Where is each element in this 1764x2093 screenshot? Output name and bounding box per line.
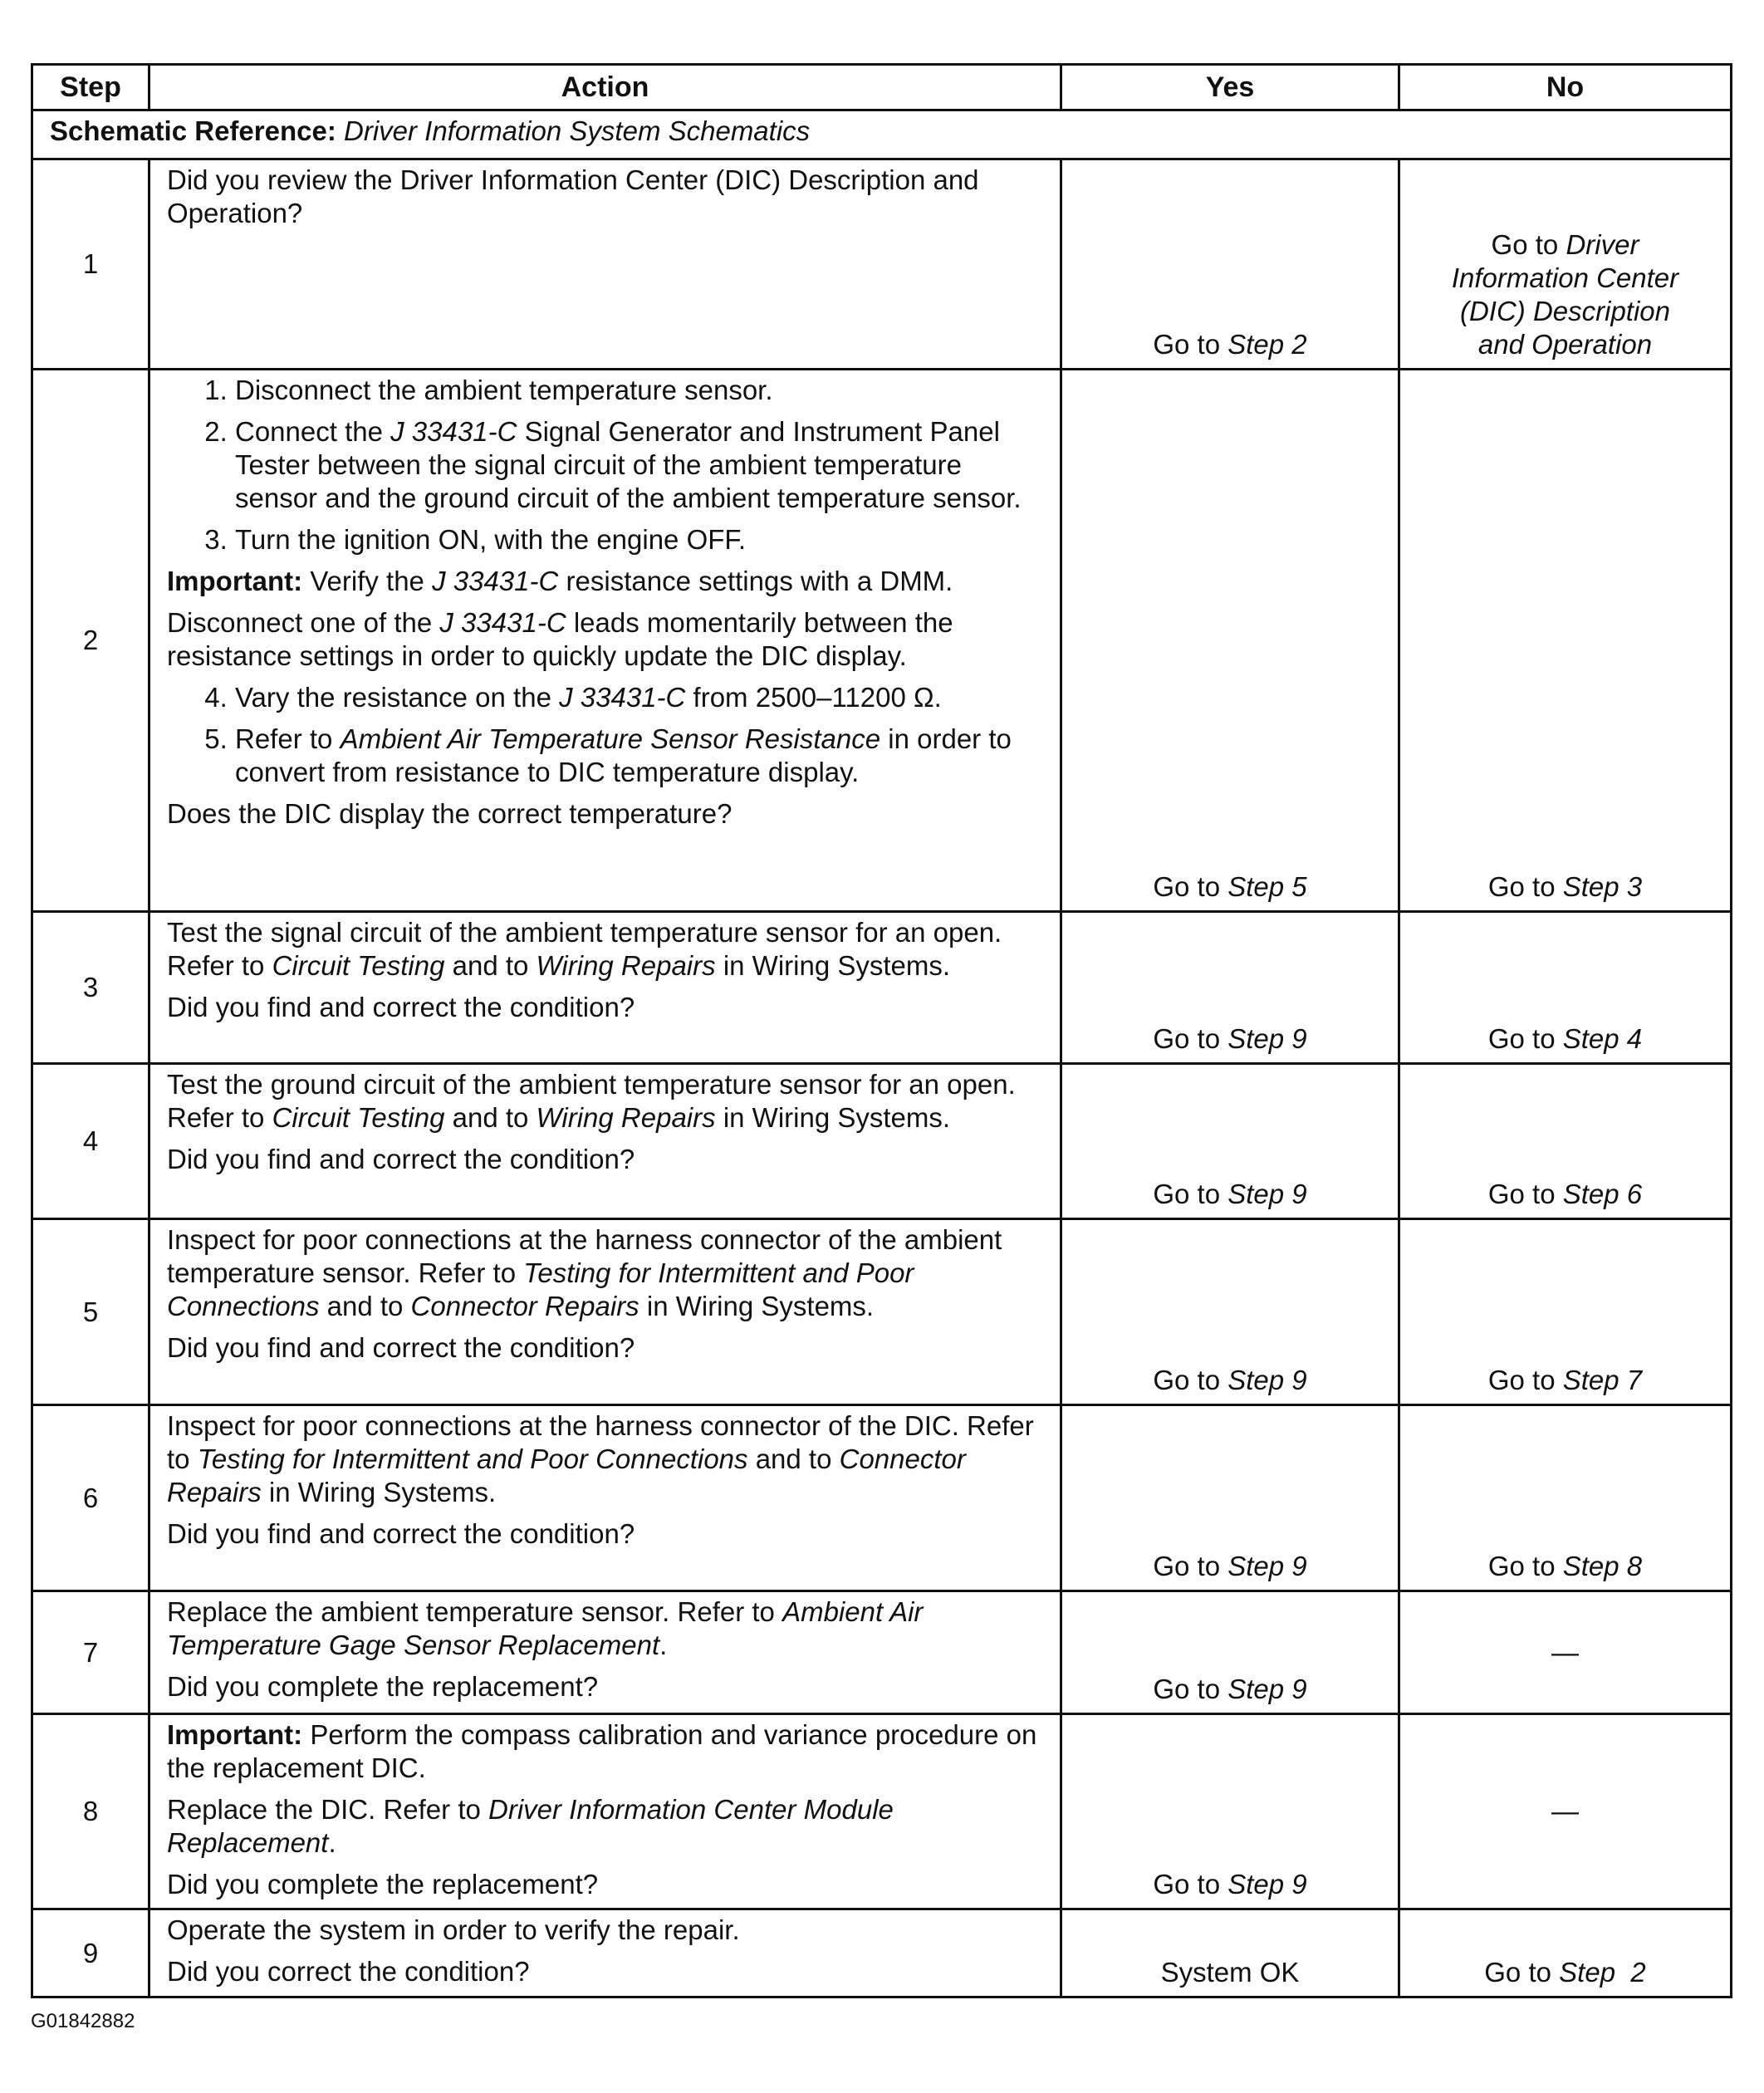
- list-item: 2. Connect the J 33431-C Signal Generator and Instrument Panel Tester between the signal circuit of the ambient temperature sensor and the ground circuit of the ambient temperature sensor.: [235, 415, 1043, 515]
- yes-cell: Go to Step 9: [1061, 1714, 1399, 1909]
- reference-link[interactable]: Circuit Testing: [272, 950, 445, 981]
- step-link[interactable]: Step 5: [1227, 871, 1307, 902]
- action-cell: [149, 1714, 1061, 1909]
- step-link[interactable]: Step 7: [1562, 1365, 1643, 1395]
- reference-link[interactable]: Connector Repairs: [410, 1291, 639, 1321]
- question-text: Did you complete the replacement?: [167, 1671, 599, 1702]
- no-cell: —: [1399, 1591, 1732, 1714]
- action-cell: [149, 159, 1061, 370]
- question-text: Did you find and correct the condition?: [167, 992, 635, 1022]
- step-number: 5: [32, 1219, 149, 1405]
- header-no: No: [1399, 65, 1732, 110]
- step-link[interactable]: Step 9: [1227, 1365, 1307, 1395]
- yes-cell: Go to Step 9: [1061, 1219, 1399, 1405]
- action-cell: [149, 1909, 1061, 1997]
- step-link[interactable]: Step 9: [1227, 1551, 1307, 1581]
- no-cell: Go to Step 6: [1399, 1064, 1732, 1219]
- table-row: [32, 1591, 1732, 1714]
- list-item: 4. Vary the resistance on the J 33431-C from 2500–11200 Ω.: [235, 681, 1043, 714]
- no-cell: Go to Driver Information Center (DIC) Description and Operation: [1399, 159, 1732, 370]
- reference-link[interactable]: Connector Repairs: [167, 1444, 966, 1507]
- reference-link[interactable]: Driver Information Center Module Replacement: [167, 1794, 894, 1858]
- table-row: [32, 1714, 1732, 1909]
- action-text: Did you review the Driver Information Center (DIC) Description and Operation?: [167, 164, 979, 228]
- header-step: Step: [32, 65, 149, 110]
- yes-cell: Go to Step 2: [1061, 159, 1399, 370]
- important-note: Important: Perform the compass calibration and variance procedure on the replacement DIC.: [167, 1719, 1037, 1783]
- header-yes: Yes: [1061, 65, 1399, 110]
- schematic-reference: [32, 110, 1732, 159]
- no-cell: Go to Step 3: [1399, 370, 1732, 912]
- step-link[interactable]: Step 9: [1227, 1869, 1307, 1899]
- yes-cell: Go to Step 5: [1061, 370, 1399, 912]
- table-row: [32, 370, 1732, 912]
- action-text: Inspect for poor connections at the harness connector of the ambient temperature sensor. Refer to Testing for Intermittent and Poor Connections and to Connector Repairs in Wiring Systems.: [167, 1224, 1002, 1321]
- table-row: [32, 1064, 1732, 1219]
- step-link[interactable]: Step 9: [1227, 1023, 1307, 1054]
- reference-link[interactable]: Circuit Testing: [272, 1102, 445, 1133]
- question-text: Did you find and correct the condition?: [167, 1332, 635, 1363]
- step-link[interactable]: Step 4: [1562, 1023, 1643, 1054]
- reference-link[interactable]: Wiring Repairs: [536, 1102, 716, 1133]
- table-row: [32, 1219, 1732, 1405]
- yes-cell: Go to Step 9: [1061, 1591, 1399, 1714]
- reference-link[interactable]: Ambient Air Temperature Gage Sensor Replacement: [167, 1596, 924, 1660]
- question-text: Did you correct the condition?: [167, 1956, 530, 1987]
- procedure-list: [167, 374, 1043, 556]
- step-number: 3: [32, 912, 149, 1064]
- step-number: 8: [32, 1714, 149, 1909]
- yes-cell: Go to Step 9: [1061, 912, 1399, 1064]
- reference-label: Schematic Reference:: [50, 115, 336, 146]
- header-row: [32, 65, 1732, 110]
- question-text: Did you find and correct the condition?: [167, 1518, 635, 1549]
- reference-link[interactable]: Testing for Intermittent and Poor Connections: [197, 1444, 748, 1474]
- reference-link[interactable]: Wiring Repairs: [536, 950, 716, 981]
- step-number: 7: [32, 1591, 149, 1714]
- table-row: [32, 912, 1732, 1064]
- step-link[interactable]: Step 9: [1227, 1179, 1307, 1209]
- image-code: G01842882: [31, 2010, 135, 2032]
- action-text: Inspect for poor connections at the harness connector of the DIC. Refer to Testing for Intermittent and Poor Connections and to Connector Repairs in Wiring Systems.: [167, 1410, 1034, 1507]
- header-action: Action: [149, 65, 1061, 110]
- no-cell: —: [1399, 1714, 1732, 1909]
- step-number: 6: [32, 1405, 149, 1591]
- action-text: Disconnect one of the J 33431-C leads momentarily between the resistance settings in order to quickly update the DIC display.: [167, 607, 953, 671]
- yes-cell: System OK: [1061, 1909, 1399, 1997]
- action-cell: [149, 1219, 1061, 1405]
- step-link[interactable]: Step 6: [1562, 1179, 1643, 1209]
- question-text: Does the DIC display the correct temperature?: [167, 798, 733, 829]
- no-cell: Go to Step 7: [1399, 1219, 1732, 1405]
- yes-cell: Go to Step 9: [1061, 1064, 1399, 1219]
- step-link[interactable]: Step 9: [1227, 1674, 1307, 1704]
- reference-link[interactable]: Driver Information Center (DIC) Description and Operation: [1451, 229, 1679, 360]
- important-note: Important: Verify the J 33431-C resistance settings with a DMM.: [167, 566, 953, 596]
- list-item: 5. Refer to Ambient Air Temperature Sensor Resistance in order to convert from resistance to DIC temperature display.: [235, 723, 1043, 789]
- step-link[interactable]: Step 8: [1562, 1551, 1643, 1581]
- action-text: Operate the system in order to verify the repair.: [167, 1914, 740, 1945]
- step-link[interactable]: Step 2: [1559, 1957, 1646, 1988]
- action-cell: [149, 912, 1061, 1064]
- step-link[interactable]: Step 3: [1562, 871, 1643, 902]
- reference-link[interactable]: Testing for Intermittent and Poor Connections: [167, 1257, 914, 1321]
- no-cell: Go to Step 8: [1399, 1405, 1732, 1591]
- question-text: Did you complete the replacement?: [167, 1869, 599, 1899]
- schematic-reference-row: [32, 110, 1732, 159]
- table-row: [32, 1909, 1732, 1997]
- action-text: Test the signal circuit of the ambient temperature sensor for an open. Refer to Circuit Testing and to Wiring Repairs in Wiring Systems.: [167, 917, 1002, 981]
- step-number: 1: [32, 159, 149, 370]
- action-cell: [149, 1405, 1061, 1591]
- list-item: 3. Turn the ignition ON, with the engine OFF.: [235, 523, 1043, 556]
- step-link[interactable]: Step 2: [1227, 329, 1307, 360]
- diagnostic-table: [31, 63, 1732, 1998]
- procedure-list: [167, 681, 1043, 789]
- action-cell: [149, 370, 1061, 912]
- action-text: Test the ground circuit of the ambient temperature sensor for an open. Refer to Circuit Testing and to Wiring Repairs in Wiring Systems.: [167, 1069, 1016, 1133]
- reference-link[interactable]: Ambient Air Temperature Sensor Resistance: [340, 723, 881, 754]
- question-text: Did you find and correct the condition?: [167, 1144, 635, 1174]
- step-number: 9: [32, 1909, 149, 1997]
- no-cell: Go to Step 2: [1399, 1909, 1732, 1997]
- step-number: 4: [32, 1064, 149, 1219]
- action-cell: [149, 1591, 1061, 1714]
- action-text: Replace the ambient temperature sensor. Refer to Ambient Air Temperature Gage Sensor Replacement.: [167, 1596, 924, 1660]
- reference-link[interactable]: Driver Information System Schematics: [344, 115, 811, 146]
- list-item: 1. Disconnect the ambient temperature sensor.: [235, 374, 1043, 407]
- step-number: 2: [32, 370, 149, 912]
- table-row: [32, 1405, 1732, 1591]
- yes-cell: Go to Step 9: [1061, 1405, 1399, 1591]
- no-cell: Go to Step 4: [1399, 912, 1732, 1064]
- table-row: [32, 159, 1732, 370]
- action-cell: [149, 1064, 1061, 1219]
- action-text: Replace the DIC. Refer to Driver Information Center Module Replacement.: [167, 1794, 894, 1858]
